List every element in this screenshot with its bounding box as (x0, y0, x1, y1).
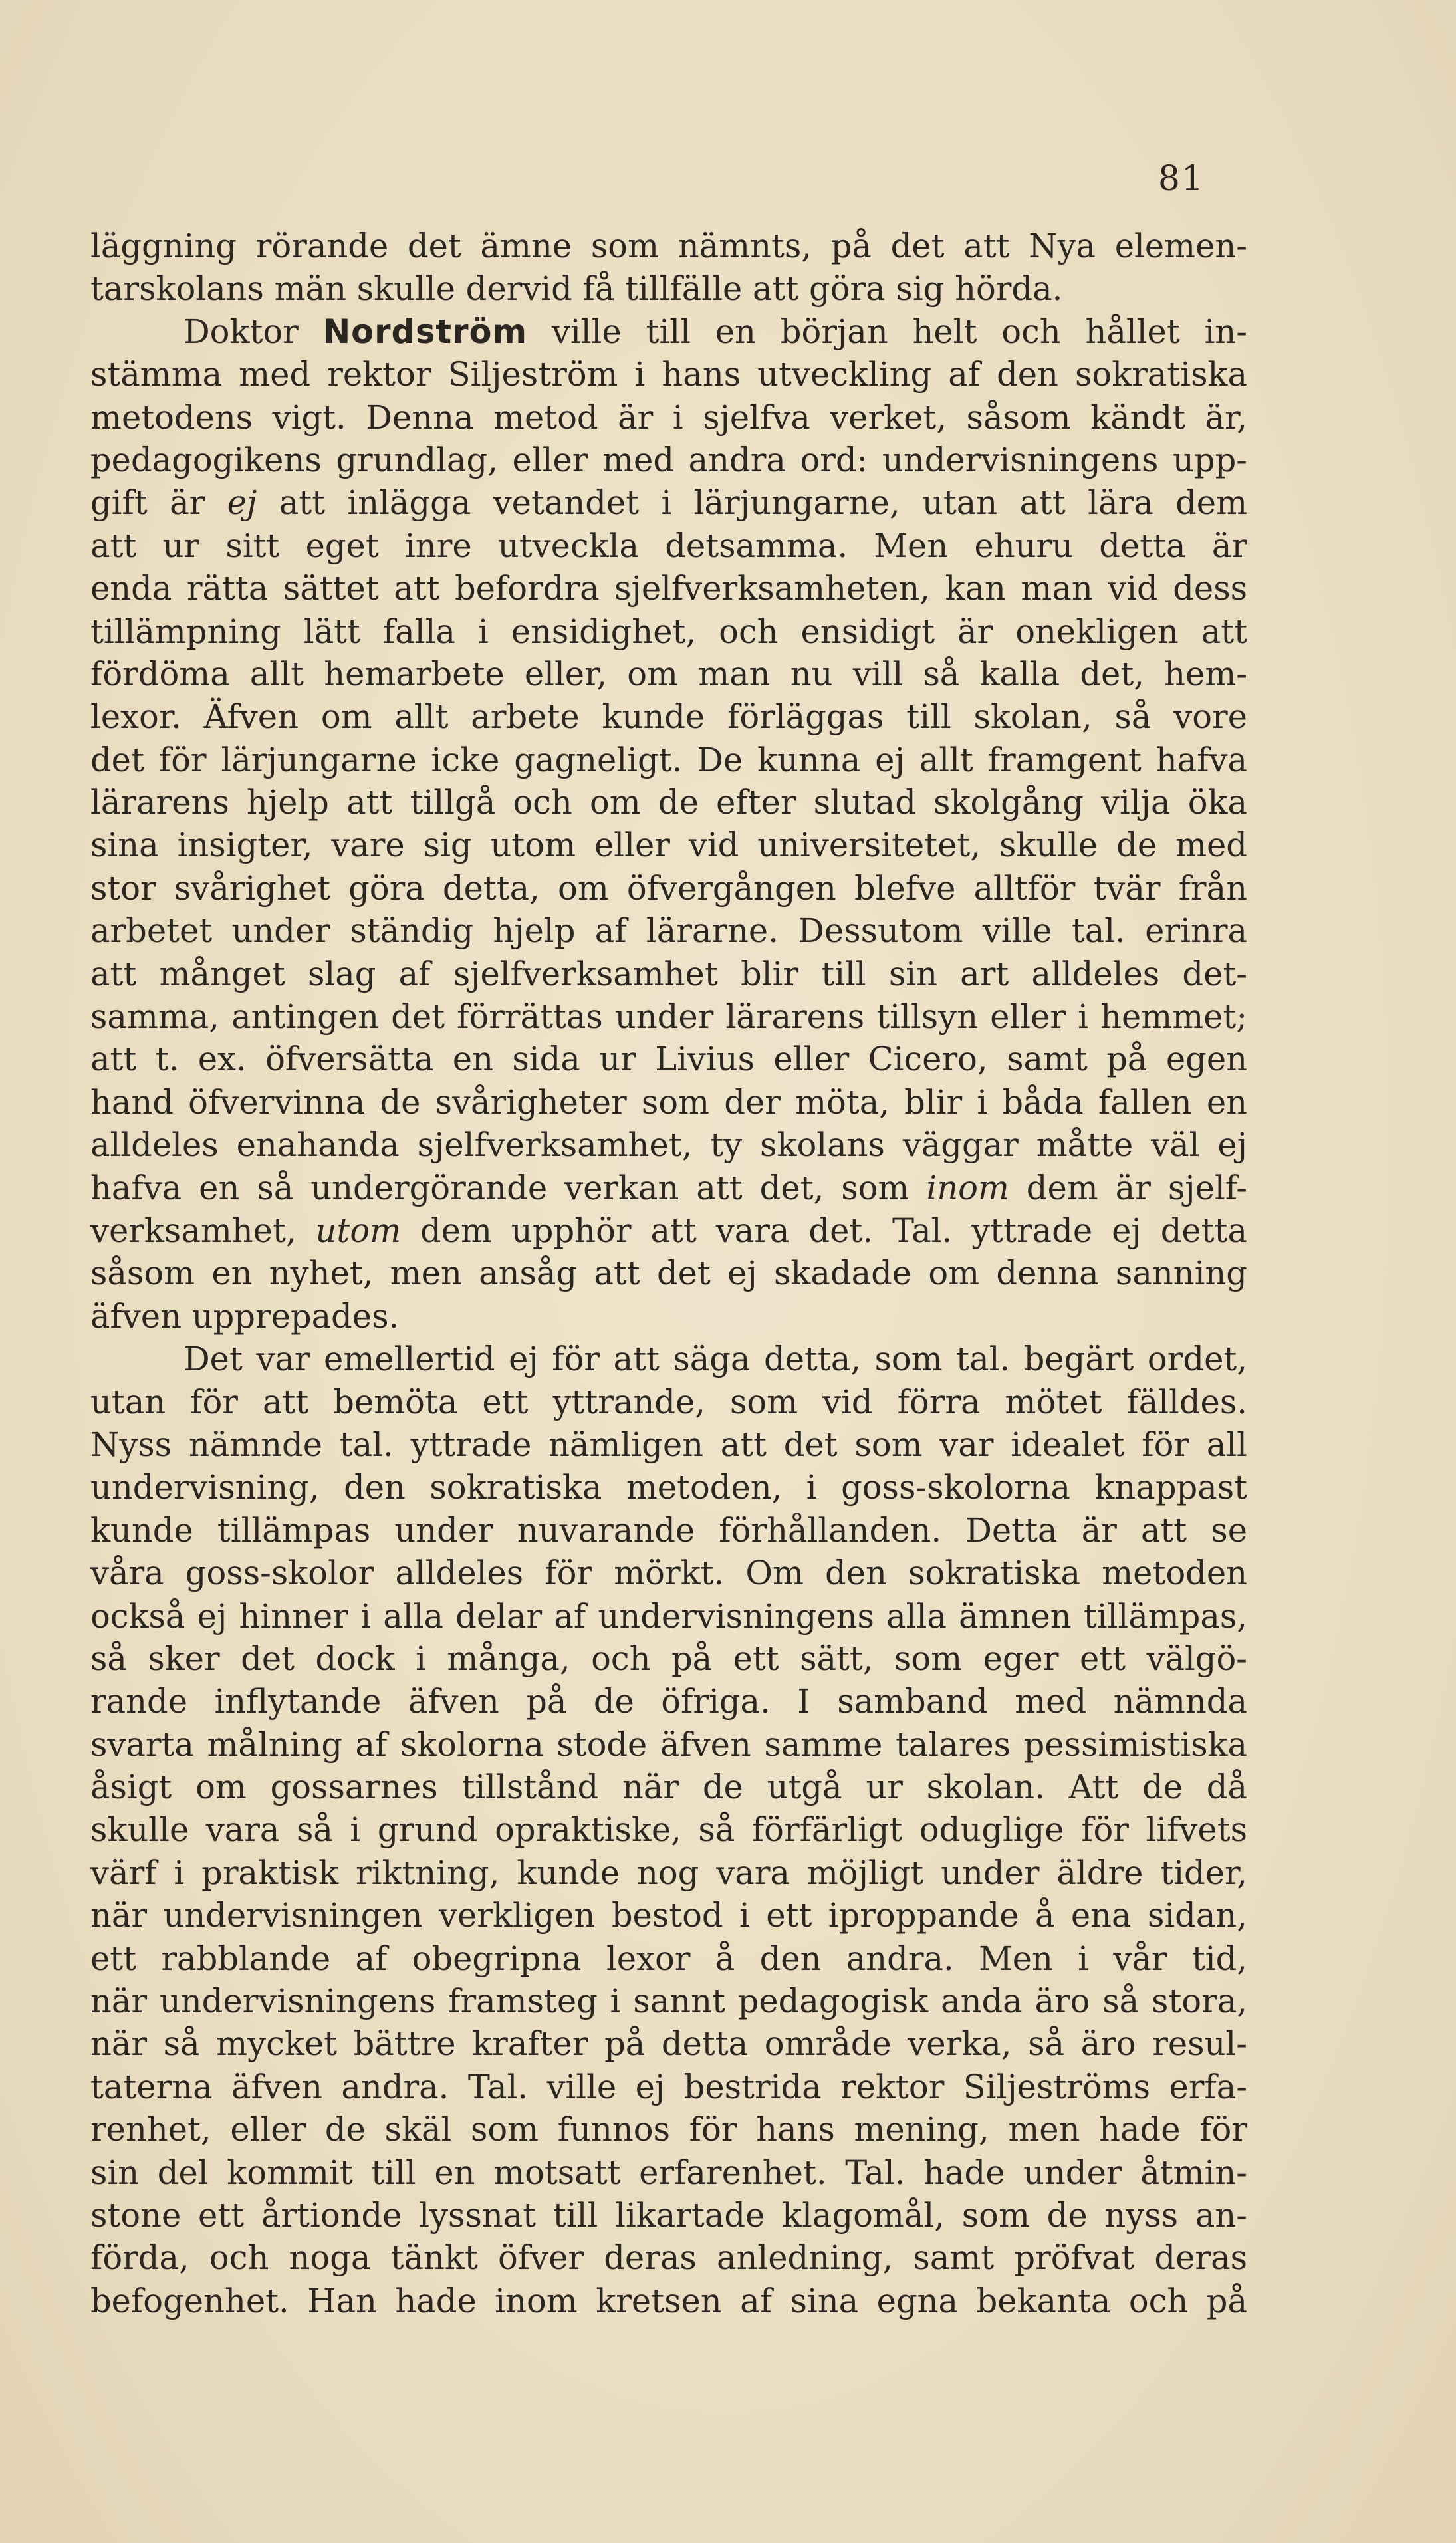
text-line: stone ett årtionde lyssnat till likartade klagomål, som de nyss an- (90, 2195, 1247, 2235)
italic-word: ej (227, 483, 257, 523)
text-line: så sker det dock i många, och på ett sätt, som eger ett välgö- (90, 1639, 1247, 1678)
text-line: stämma med rektor Siljeström i hans utveckling af den sokratiska (90, 355, 1247, 394)
text-line: att ur sitt eget inre utveckla detsamma. Men ehuru detta är (90, 526, 1247, 565)
text-line: ett rabblande af obegripna lexor å den andra. Men i vår tid, (90, 1939, 1247, 1978)
text-line: tillämpning lätt falla i ensidighet, och ensidigt är onekligen att (90, 612, 1247, 651)
text-segment: verksamhet, (90, 1211, 316, 1250)
text-line (90, 1209, 1247, 1252)
text-line: lexor. Äfven om allt arbete kunde förläggas till skolan, så vore (90, 697, 1247, 737)
text-line: såsom en nyhet, men ansåg att det ej skadade om denna sanning (90, 1254, 1247, 1293)
text-line: enda rätta sättet att befordra sjelfverksamheten, kan man vid dess (90, 569, 1247, 608)
text-line: tarskolans män skulle dervid få tillfälle att göra sig hörda. (90, 269, 1063, 308)
text-line: äfven upprepades. (90, 1296, 400, 1336)
text-segment: dem upphör att vara det. Tal. yttrade ej detta (401, 1211, 1247, 1250)
text-line: att månget slag af sjelfverksamhet blir till sin art alldeles det- (90, 954, 1247, 993)
text-line (90, 310, 1247, 353)
text-line: Nyss nämnde tal. yttrade nämligen att det som var idealet för all (90, 1425, 1247, 1464)
text-line: också ej hinner i alla delar af undervisningens alla ämnen tillämpas, (90, 1596, 1247, 1635)
text-line: lärarens hjelp att tillgå och om de efter slutad skolgång vilja öka (90, 783, 1247, 822)
person-name: Nordström (322, 312, 528, 351)
text-line: förda, och noga tänkt öfver deras anledning, samt pröfvat deras (90, 2239, 1247, 2278)
text-line: stor svårighet göra detta, om öfvergången blefve alltför tvär från (90, 868, 1247, 908)
text-line: taterna äfven andra. Tal. ville ej bestrida rektor Siljeströms erfa- (90, 2067, 1247, 2106)
text-line: renhet, eller de skäl som funnos för hans mening, men hade för (90, 2110, 1247, 2149)
text-segment: Doktor (183, 312, 323, 351)
text-line: svarta målning af skolorna stode äfven samme talares pessimistiska (90, 1725, 1247, 1764)
page-number: 81 (1157, 159, 1205, 199)
text-line: undervisning, den sokratiska metoden, i goss-skolorna knappast (90, 1468, 1247, 1507)
text-line: kunde tillämpas under nuvarande förhållanden. Detta är att se (90, 1511, 1247, 1550)
text-line: hand öfvervinna de svårigheter som der möta, blir i båda fallen en (90, 1082, 1247, 1122)
italic-word: utom (315, 1211, 402, 1250)
text-segment: gift är (90, 483, 227, 523)
text-line: värf i praktisk riktning, kunde nog vara möjligt under äldre tider, (90, 1853, 1247, 1892)
text-line: metodens vigt. Denna metod är i sjelfva verket, såsom kändt är, (90, 398, 1247, 437)
text-line: Det var emellertid ej för att säga detta, som tal. begärt ordet, (183, 1340, 1247, 1379)
text-line: skulle vara så i grund opraktiske, så förfärligt oduglige för lifvets (90, 1810, 1247, 1850)
text-line: rande inflytande äfven på de öfriga. I samband med nämnda (90, 1682, 1247, 1721)
text-line: sina insigter, vare sig utom eller vid universitetet, skulle de med (90, 826, 1247, 865)
text-line: sin del kommit till en motsatt erfarenhet. Tal. hade under åtmin- (90, 2153, 1247, 2192)
text-line (90, 481, 1247, 524)
text-line: att t. ex. öfversätta en sida ur Livius eller Cicero, samt på egen (90, 1040, 1247, 1079)
text-line: pedagogikens grundlag, eller med andra ord: undervisningens upp- (90, 440, 1247, 479)
text-line: arbetet under ständig hjelp af lärarne. Dessutom ville tal. erinra (90, 911, 1247, 951)
text-line: åsigt om gossarnes tillstånd när de utgå ur skolan. Att de då (90, 1768, 1247, 1807)
text-line: läggning rörande det ämne som nämnts, på det att Nya elemen- (90, 227, 1247, 265)
text-segment: hafva en så undergörande verkan att det, som (90, 1168, 927, 1207)
text-line: samma, antingen det förrättas under lärarens tillsyn eller i hemmet; (90, 997, 1247, 1036)
text-line: när undervisningens framsteg i sannt pedagogisk anda äro så stora, (90, 1982, 1247, 2021)
text-line: det för lärjungarne icke gagneligt. De kunna ej allt framgent hafva (90, 740, 1247, 779)
text-segment: att inlägga vetandet i lärjungarne, utan att lära dem (257, 483, 1248, 523)
text-line: våra goss-skolor alldeles för mörkt. Om den sokratiska metoden (90, 1554, 1247, 1593)
italic-word: inom (926, 1168, 1009, 1207)
text-line: alldeles enahanda sjelfverksamhet, ty skolans väggar måtte väl ej (90, 1126, 1247, 1165)
text-line: när så mycket bättre krafter på detta område verka, så äro resul- (90, 2024, 1247, 2064)
text-line: när undervisningen verkligen bestod i ett iproppande å ena sidan, (90, 1896, 1247, 1935)
text-segment: ville till en början helt och hållet in- (527, 312, 1247, 351)
body-text (90, 225, 1247, 2322)
text-line: utan för att bemöta ett yttrande, som vid förra mötet fälldes. (90, 1382, 1247, 1421)
text-line (90, 1167, 1247, 1209)
text-line: fördöma allt hemarbete eller, om man nu vill så kalla det, hem- (90, 654, 1247, 693)
text-line: befogenhet. Han hade inom kretsen af sina egna bekanta och på (90, 2281, 1247, 2320)
text-segment: dem är sjelf- (1009, 1168, 1247, 1207)
